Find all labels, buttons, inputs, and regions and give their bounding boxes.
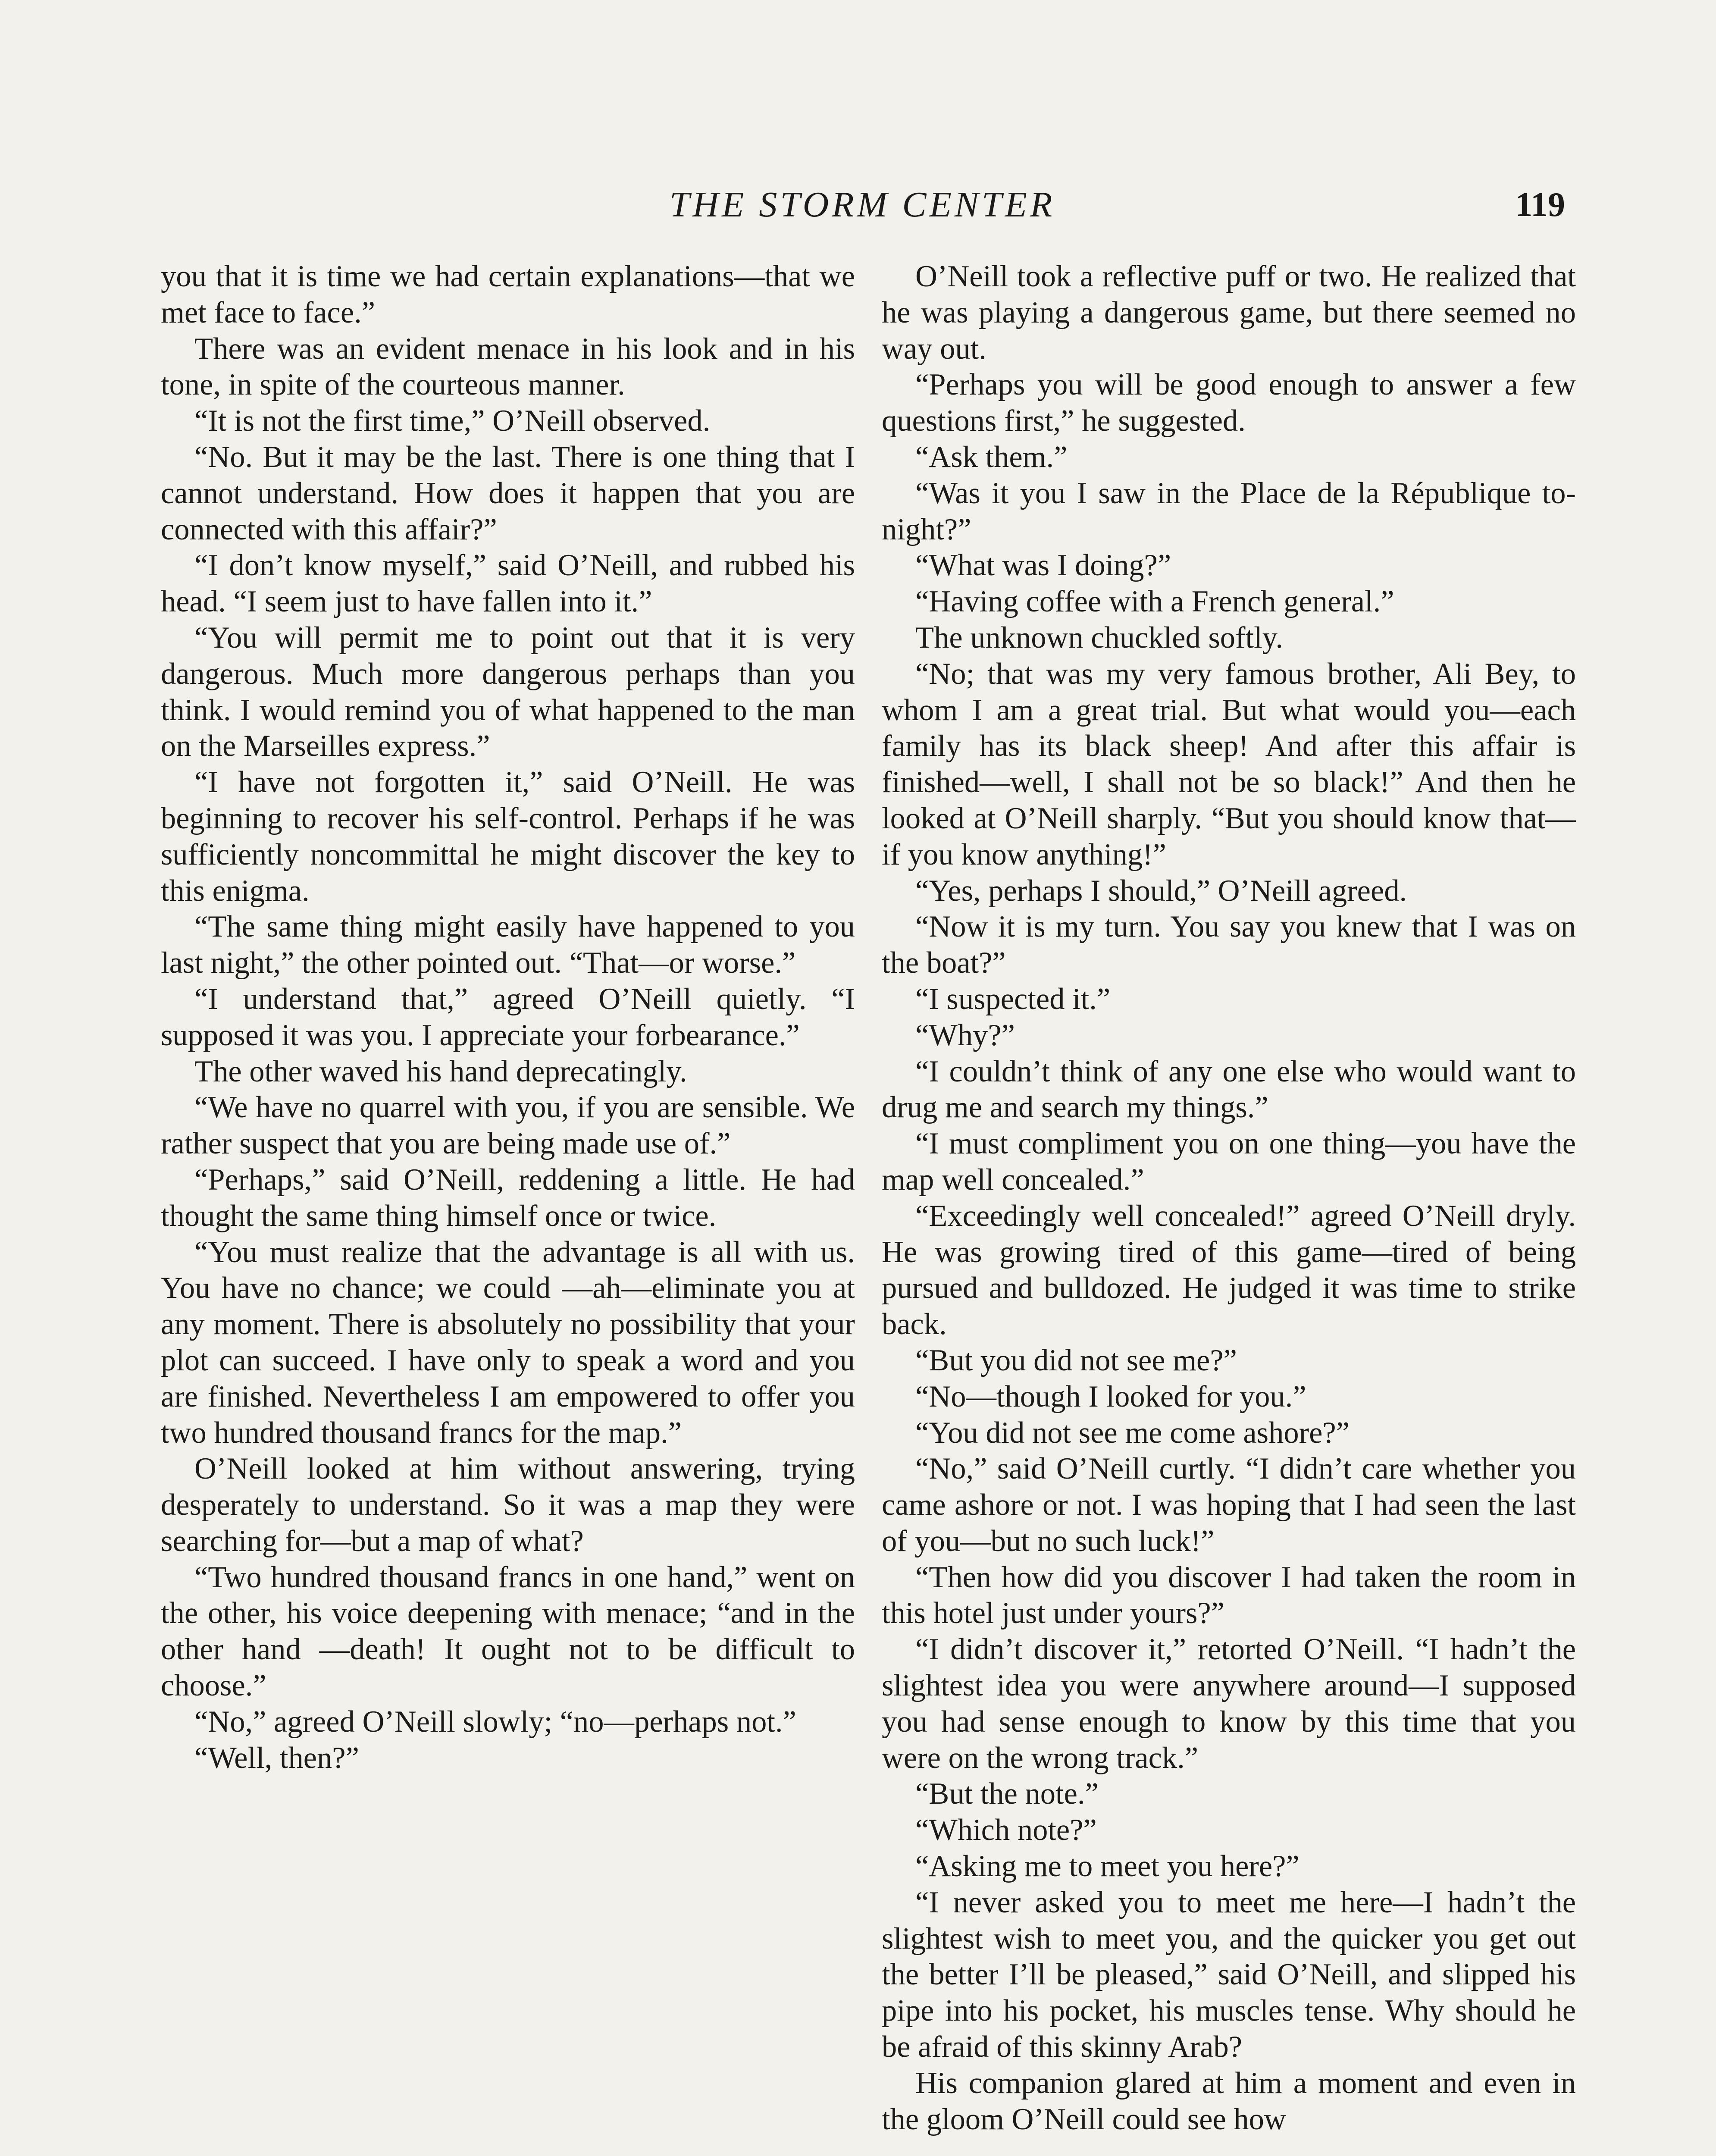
paragraph: “The same thing might easily have happened to you last night,” the other pointed out. “That—or worse.” (161, 910, 855, 980)
paragraph: “You will permit me to point out that it is very dangerous. Much more dangerous perhaps than you think. I would remind you of what happened to the man on the Marseilles express.” (161, 620, 855, 763)
paragraph: “I couldn’t think of any one else who would want to drug me and search my things.” (882, 1054, 1576, 1125)
paragraph: The unknown chuckled softly. (915, 620, 1283, 655)
paragraph: “I must compliment you on one thing—you have the map well concealed.” (882, 1127, 1576, 1197)
paragraph: “I didn’t discover it,” retorted O’Neill. “I hadn’t the slightest idea you were anywhere around—I supposed you had sense enough to know by this time that you were on the wrong track.” (882, 1633, 1576, 1775)
paragraph: “I suspected it.” (915, 982, 1111, 1016)
running-header (0, 181, 1716, 229)
paragraph: “It is not the first time,” O’Neill observed. (194, 404, 711, 438)
paragraph: “Ask them.” (915, 440, 1068, 474)
paragraph: “We have no quarrel with you, if you are sensible. We rather suspect that you are being made use of.” (161, 1091, 855, 1161)
running-title: THE STORM CENTER (669, 185, 1055, 225)
paragraph: “No,” agreed O’Neill slowly; “no—perhaps not.” (194, 1705, 796, 1739)
paragraph: “Which note?” (915, 1813, 1097, 1847)
paragraph: “Why?” (915, 1018, 1015, 1052)
right-column (882, 259, 1576, 2156)
paragraph: “No—though I looked for you.” (915, 1379, 1306, 1413)
paragraph: His companion glared at him a moment and even in the gloom O’Neill could see how (882, 2066, 1576, 2136)
paragraph: “Exceedingly well concealed!” agreed O’Neill dryly. He was growing tired of this game—tired of being pursued and bulldozed. He judged it was time to strike back. (882, 1199, 1576, 1341)
paragraph: The other waved his hand deprecatingly. (194, 1054, 687, 1088)
paragraph: “Yes, perhaps I should,” O’Neill agreed. (915, 874, 1407, 908)
paragraph: “I have not forgotten it,” said O’Neill. He was beginning to recover his self-control. Perhaps if he was sufficiently noncommittal he might discover the key to this enigma. (161, 765, 855, 908)
paragraph: “No; that was my very famous brother, Ali Bey, to whom I am a great trial. But what would you—each family has its black sheep! And after this affair is finished—well, I shall not be so black!” And then he looked at O’Neill sharply. “But you should know that—if you know anything!” (882, 657, 1576, 871)
paragraph: “Now it is my turn. You say you knew that I was on the boat?” (882, 910, 1576, 980)
paragraph: you that it is time we had certain explanations—that we met face to face.” (161, 260, 855, 329)
paragraph: O’Neill took a reflective puff or two. He realized that he was playing a dangerous game, but there seemed no way out. (882, 260, 1576, 366)
paragraph: “Two hundred thousand francs in one hand,” went on the other, his voice deepening with menace; “and in the other hand —death! It ought not to be difficult to choose.” (161, 1560, 855, 1703)
paragraph: “Having coffee with a French general.” (915, 585, 1394, 619)
paragraph: “Well, then?” (194, 1741, 359, 1775)
page-number: 119 (1515, 186, 1565, 224)
paragraph: O’Neill looked at him without answering, trying desperately to understand. So it was a map they were searching for—but a map of what? (161, 1452, 855, 1558)
paragraph: “Then how did you discover I had taken the room in this hotel just under yours?” (882, 1560, 1576, 1630)
paragraph: “Perhaps you will be good enough to answer a few questions first,” he suggested. (882, 368, 1576, 438)
paragraph: “No. But it may be the last. There is one thing that I cannot understand. How does it happen that you are connected with this affair?” (161, 440, 855, 546)
paragraph: There was an evident menace in his look and in his tone, in spite of the courteous manner. (161, 332, 855, 402)
paragraph: “You did not see me come ashore?” (915, 1416, 1350, 1450)
paragraph: “I never asked you to meet me here—I hadn’t the slightest wish to meet you, and the quicker you get out the better I’ll be pleased,” said O’Neill, and slipped his pipe into his pocket, his muscles tense. Why should he be afraid of this skinny Arab? (882, 1885, 1576, 2064)
paragraph: “No,” said O’Neill curtly. “I didn’t care whether you came ashore or not. I was hoping that I had seen the last of you—but no such luck!” (882, 1452, 1576, 1558)
paragraph: “You must realize that the advantage is all with us. You have no chance; we could —ah—eliminate you at any moment. There is absolutely no possibility that your plot can succeed. I have only to speak a word and you are finished. Nevertheless I am empowered to offer you two hundred thousand francs for the map.” (161, 1235, 855, 1450)
paragraph: “Was it you I saw in the Place de la République to-night?” (882, 476, 1576, 546)
paragraph: “I don’t know myself,” said O’Neill, and rubbed his head. “I seem just to have fallen into it.” (161, 548, 855, 619)
paragraph: “But the note.” (915, 1777, 1099, 1811)
left-column (161, 259, 855, 2156)
paragraph: “What was I doing?” (915, 548, 1171, 583)
paragraph: “I understand that,” agreed O’Neill quietly. “I supposed it was you. I appreciate your forbearance.” (161, 982, 855, 1052)
paragraph: “But you did not see me?” (915, 1343, 1237, 1377)
paragraph: “Perhaps,” said O’Neill, reddening a little. He had thought the same thing himself once or twice. (161, 1163, 855, 1233)
paragraph: “Asking me to meet you here?” (915, 1849, 1300, 1883)
